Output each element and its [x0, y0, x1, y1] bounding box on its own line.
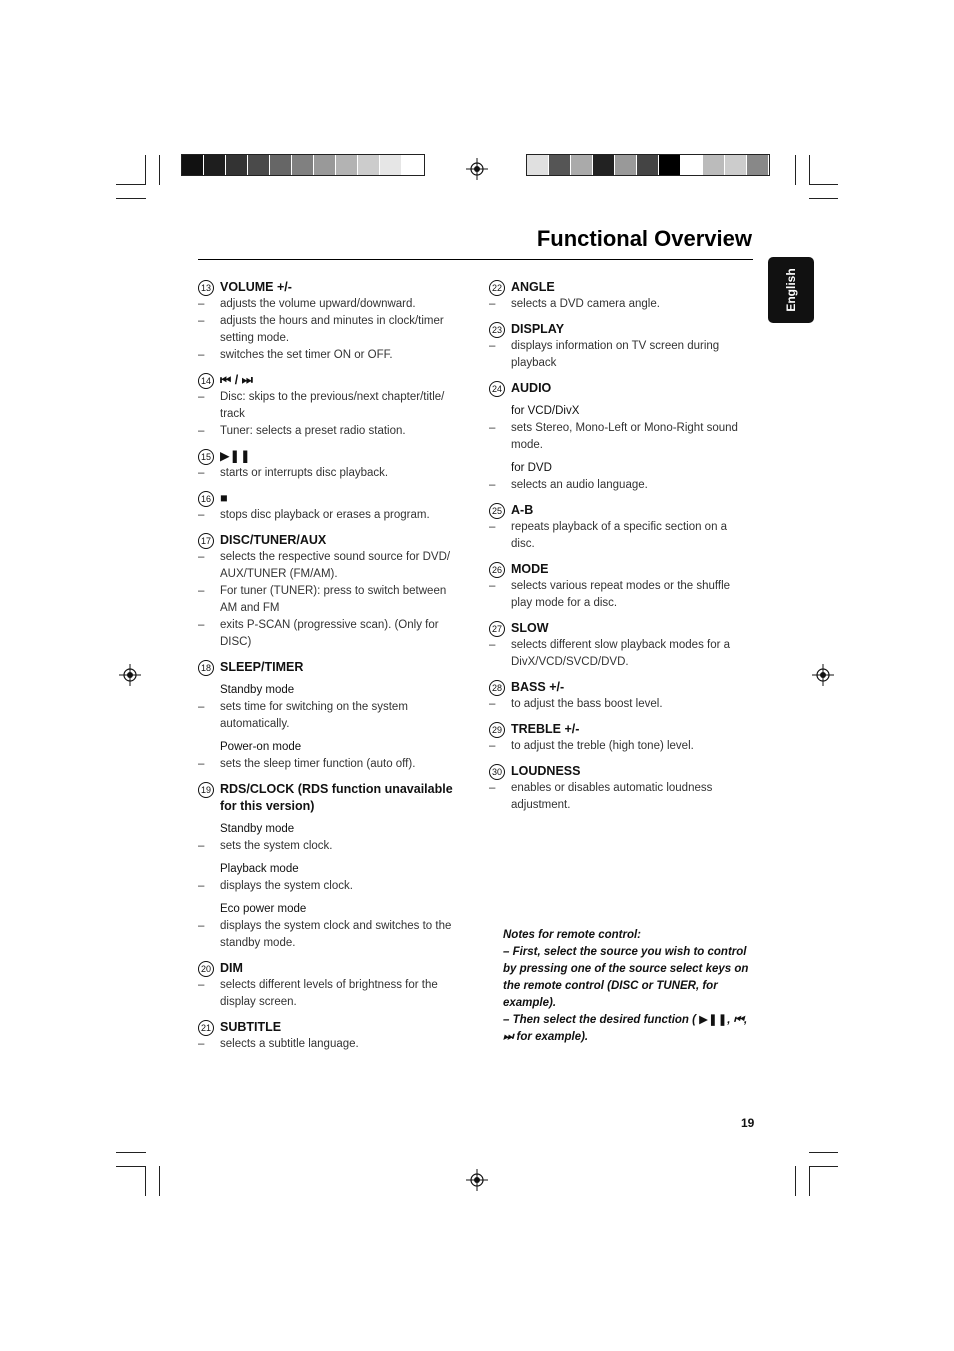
color-swatch	[527, 155, 549, 175]
dash-bullet: –	[489, 340, 496, 352]
mode-label: Standby mode	[220, 823, 295, 835]
item-number-badge: 16	[198, 491, 214, 507]
dash-bullet: –	[198, 425, 205, 437]
description-text: selects the respective sound source for DVD/ AUX/TUNER (FM/AM).	[220, 551, 451, 580]
function-item	[198, 448, 460, 482]
function-heading	[198, 960, 460, 977]
description-line	[489, 296, 751, 313]
description-text: selects a DVD camera angle.	[511, 298, 660, 310]
color-swatch	[358, 155, 380, 175]
color-calibration-bar-left	[181, 154, 425, 176]
function-item	[489, 561, 751, 612]
crop-mark	[809, 1166, 810, 1196]
description-line	[198, 549, 460, 583]
description-line	[489, 738, 751, 755]
function-heading-text: AUDIO	[511, 381, 552, 395]
description-line	[198, 878, 460, 895]
color-swatch	[402, 155, 424, 175]
dash-bullet: –	[489, 422, 496, 434]
function-heading-text: ⏮ / ⏭	[220, 373, 253, 387]
color-swatch	[182, 155, 204, 175]
description-line	[198, 465, 460, 482]
item-number-badge: 25	[489, 503, 505, 519]
color-swatch	[659, 155, 681, 175]
function-item	[489, 721, 751, 755]
dash-bullet: –	[489, 740, 496, 752]
function-item	[198, 372, 460, 440]
description-line	[198, 699, 460, 733]
description-text: sets the sleep timer function (auto off).	[220, 758, 416, 770]
dash-bullet: –	[489, 521, 496, 533]
dash-bullet: –	[198, 758, 205, 770]
item-number-badge: 21	[198, 1020, 214, 1036]
page-number: 19	[741, 1116, 755, 1130]
mode-label: Power-on mode	[220, 741, 302, 753]
crop-mark	[159, 155, 160, 185]
color-swatch	[380, 155, 402, 175]
dash-bullet: –	[198, 509, 205, 521]
description-line	[198, 756, 460, 773]
crop-mark	[116, 184, 146, 185]
crop-mark	[159, 1166, 160, 1196]
dash-bullet: –	[198, 880, 205, 892]
description-line	[489, 420, 751, 454]
function-heading	[198, 659, 460, 676]
description-line	[198, 423, 460, 440]
function-heading	[489, 763, 751, 780]
description-text: enables or disables automatic loudness adjustment.	[511, 782, 713, 811]
item-number-badge: 17	[198, 533, 214, 549]
description-line	[198, 1036, 460, 1053]
color-swatch	[204, 155, 226, 175]
crop-mark	[809, 184, 838, 185]
function-item	[198, 960, 460, 1011]
function-item	[198, 781, 460, 952]
description-line	[198, 389, 460, 423]
function-heading-text: ▶❚❚	[220, 449, 251, 463]
dash-bullet: –	[198, 349, 205, 361]
language-tab	[768, 257, 814, 323]
description-text: displays information on TV screen during playback	[511, 340, 720, 369]
item-number-badge: 18	[198, 660, 214, 676]
description-text: selects different slow playback modes for a DivX/VCD/SVCD/DVD.	[511, 639, 731, 668]
crop-mark	[809, 155, 810, 185]
dash-bullet: –	[198, 551, 205, 563]
color-swatch	[637, 155, 659, 175]
function-heading	[198, 532, 460, 549]
function-heading-text: ANGLE	[511, 280, 555, 294]
dash-bullet: –	[489, 698, 496, 710]
color-swatch	[549, 155, 571, 175]
item-number-badge: 29	[489, 722, 505, 738]
description-line	[198, 296, 460, 313]
function-heading-text: LOUDNESS	[511, 764, 581, 778]
dash-bullet: –	[198, 701, 205, 713]
function-item	[489, 502, 751, 553]
function-heading	[489, 380, 751, 397]
color-swatch	[725, 155, 747, 175]
function-item	[198, 532, 460, 651]
crop-mark	[116, 1152, 146, 1153]
function-heading-text: ■	[220, 491, 228, 505]
description-line	[198, 313, 460, 347]
description-line	[489, 338, 751, 372]
item-number-badge: 24	[489, 381, 505, 397]
description-line	[198, 918, 460, 952]
description-text: displays the system clock and switches to the standby mode.	[220, 920, 452, 949]
function-item	[198, 279, 460, 364]
description-text: exits P-SCAN (progressive scan). (Only for DISC)	[220, 619, 439, 648]
language-tab-label: English	[784, 268, 798, 312]
description-text: adjusts the volume upward/downward.	[220, 298, 416, 310]
mode-label: Standby mode	[220, 684, 295, 696]
function-item	[198, 1019, 460, 1053]
dash-bullet: –	[489, 479, 496, 491]
dash-bullet: –	[198, 315, 205, 327]
dash-bullet: –	[198, 585, 205, 597]
description-line	[198, 347, 460, 364]
description-line	[489, 578, 751, 612]
description-text: to adjust the treble (high tone) level.	[511, 740, 694, 752]
right-column	[489, 279, 751, 822]
item-number-badge: 14	[198, 373, 214, 389]
dash-bullet: –	[198, 1038, 205, 1050]
color-swatch	[747, 155, 769, 175]
crop-mark	[116, 198, 146, 199]
dash-bullet: –	[198, 298, 205, 310]
remote-control-notes	[503, 927, 753, 1046]
item-number-badge: 22	[489, 280, 505, 296]
description-text: sets Stereo, Mono-Left or Mono-Right sound mode.	[511, 422, 738, 451]
item-number-badge: 13	[198, 280, 214, 296]
notes-title: Notes for remote control:	[503, 929, 642, 941]
registration-target-icon	[466, 158, 488, 180]
function-heading	[489, 620, 751, 637]
dash-bullet: –	[198, 619, 205, 631]
color-swatch	[292, 155, 314, 175]
description-line	[198, 507, 460, 524]
dash-bullet: –	[489, 298, 496, 310]
description-text: selects an audio language.	[511, 479, 648, 491]
description-text: adjusts the hours and minutes in clock/timer setting mode.	[220, 315, 444, 344]
color-swatch	[336, 155, 358, 175]
color-swatch	[703, 155, 725, 175]
function-item	[489, 321, 751, 372]
mode-label: for VCD/DivX	[511, 405, 580, 417]
color-swatch	[593, 155, 615, 175]
function-heading	[198, 781, 460, 815]
description-line	[198, 838, 460, 855]
dash-bullet: –	[198, 920, 205, 932]
function-heading	[489, 279, 751, 296]
description-line	[198, 583, 460, 617]
item-number-badge: 19	[198, 782, 214, 798]
function-item	[489, 620, 751, 671]
function-heading	[489, 321, 751, 338]
description-line	[198, 617, 460, 651]
crop-mark	[145, 155, 146, 185]
color-swatch	[681, 155, 703, 175]
color-swatch	[248, 155, 270, 175]
description-text: switches the set timer ON or OFF.	[220, 349, 393, 361]
dash-bullet: –	[198, 979, 205, 991]
description-text: starts or interrupts disc playback.	[220, 467, 389, 479]
description-line	[489, 519, 751, 553]
crop-mark	[809, 1152, 838, 1153]
description-text: selects various repeat modes or the shuffle play mode for a disc.	[511, 580, 731, 609]
item-number-badge: 27	[489, 621, 505, 637]
description-text: For tuner (TUNER): press to switch between AM and FM	[220, 585, 447, 614]
function-heading-text: MODE	[511, 562, 549, 576]
description-line	[489, 696, 751, 713]
registration-target-icon	[119, 664, 141, 686]
function-heading	[198, 372, 460, 389]
function-heading-text: SLEEP/TIMER	[220, 660, 304, 674]
function-heading	[198, 490, 460, 507]
dash-bullet: –	[198, 391, 205, 403]
function-item	[198, 490, 460, 524]
function-item	[489, 279, 751, 313]
crop-mark	[145, 1166, 146, 1196]
function-heading	[489, 502, 751, 519]
color-swatch	[270, 155, 292, 175]
function-heading-text: SUBTITLE	[220, 1020, 282, 1034]
item-number-badge: 26	[489, 562, 505, 578]
function-heading	[489, 561, 751, 578]
color-swatch	[615, 155, 637, 175]
function-heading	[489, 679, 751, 696]
item-number-badge: 23	[489, 322, 505, 338]
notes-line-1: – First, select the source you wish to control by pressing one of the source select keys on the remote control (DISC or TUNER, for example).	[503, 946, 749, 1009]
item-number-badge: 15	[198, 449, 214, 465]
crop-mark	[795, 155, 796, 185]
description-line	[489, 780, 751, 814]
crop-mark	[809, 198, 838, 199]
description-text: sets the system clock.	[220, 840, 333, 852]
left-column	[198, 279, 460, 1061]
color-swatch	[314, 155, 336, 175]
function-heading-text: VOLUME +/-	[220, 280, 292, 294]
mode-label: Eco power mode	[220, 903, 307, 915]
page-title: Functional Overview	[536, 226, 752, 251]
function-heading-text: SLOW	[511, 621, 549, 635]
function-heading	[198, 448, 460, 465]
description-line	[489, 637, 751, 671]
registration-target-icon	[812, 664, 834, 686]
title-rule	[198, 259, 753, 260]
item-number-badge: 30	[489, 764, 505, 780]
function-heading-text: BASS +/-	[511, 680, 565, 694]
description-text: to adjust the bass boost level.	[511, 698, 663, 710]
registration-target-icon	[466, 1169, 488, 1191]
mode-label: for DVD	[511, 462, 552, 474]
function-item	[489, 679, 751, 713]
function-heading	[489, 721, 751, 738]
crop-mark	[809, 1166, 838, 1167]
function-heading	[198, 279, 460, 296]
function-item	[489, 380, 751, 494]
dash-bullet: –	[489, 782, 496, 794]
dash-bullet: –	[489, 580, 496, 592]
color-calibration-bar-right	[526, 154, 770, 176]
function-heading-text: DISPLAY	[511, 322, 565, 336]
description-text: stops disc playback or erases a program.	[220, 509, 430, 521]
color-swatch	[571, 155, 593, 175]
function-heading-text: TREBLE +/-	[511, 722, 580, 736]
item-number-badge: 28	[489, 680, 505, 696]
description-text: selects a subtitle language.	[220, 1038, 359, 1050]
function-heading-text: DISC/TUNER/AUX	[220, 533, 327, 547]
item-number-badge: 20	[198, 961, 214, 977]
description-text: Tuner: selects a preset radio station.	[220, 425, 406, 437]
description-text: repeats playback of a specific section on a disc.	[511, 521, 728, 550]
color-swatch	[226, 155, 248, 175]
description-line	[489, 477, 751, 494]
crop-mark	[795, 1166, 796, 1196]
function-heading-text: RDS/CLOCK (RDS function unavailable for this version)	[220, 782, 453, 813]
description-text: displays the system clock.	[220, 880, 353, 892]
description-text: sets time for switching on the system automatically.	[220, 701, 408, 730]
dash-bullet: –	[489, 639, 496, 651]
mode-label: Playback mode	[220, 863, 299, 875]
dash-bullet: –	[198, 840, 205, 852]
description-text: selects different levels of brightness for the display screen.	[220, 979, 438, 1008]
function-heading-text: A-B	[511, 503, 534, 517]
notes-line-2: – Then select the desired function ( ▶❚❚, ⏮, ⏭ for example).	[503, 1014, 748, 1043]
function-item	[489, 763, 751, 814]
function-heading	[198, 1019, 460, 1036]
description-line	[198, 977, 460, 1011]
description-text: Disc: skips to the previous/next chapter/title/ track	[220, 391, 445, 420]
dash-bullet: –	[198, 467, 205, 479]
crop-mark	[116, 1166, 146, 1167]
function-item	[198, 659, 460, 773]
function-heading-text: DIM	[220, 961, 243, 975]
